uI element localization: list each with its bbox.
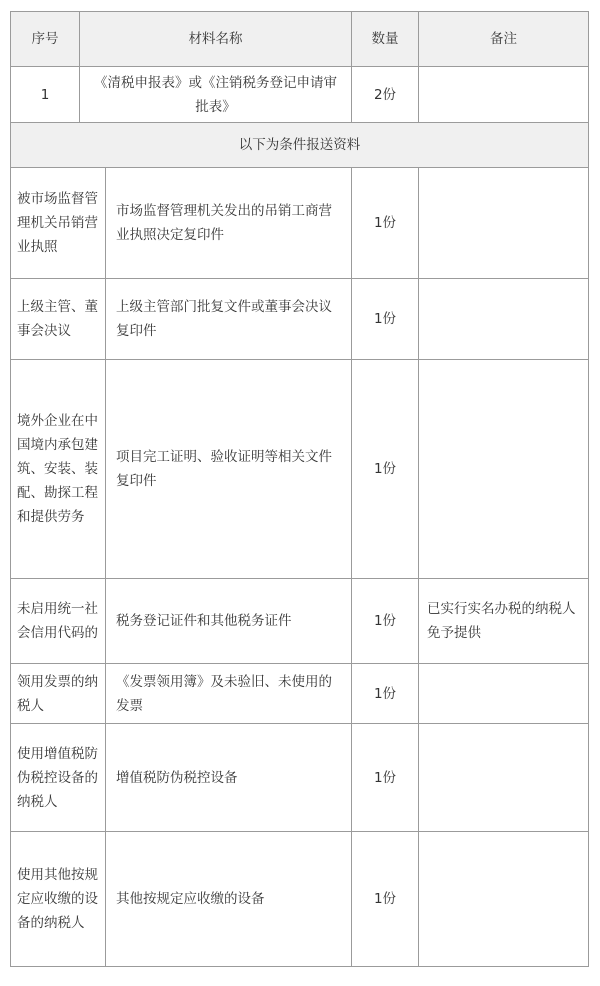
row-note-cell	[419, 67, 589, 123]
table-row	[11, 579, 589, 664]
table-row	[11, 279, 589, 360]
header-name: 材料名称	[80, 12, 352, 67]
row-note-cell	[419, 360, 589, 579]
row-condition-cell: 上级主管、董事会决议	[11, 279, 106, 360]
header-row	[11, 12, 589, 67]
table-row	[11, 360, 589, 579]
row-name-cell: 税务登记证件和其他税务证件	[106, 579, 352, 664]
row-condition-cell: 未启用统一社会信用代码的	[11, 579, 106, 664]
row-qty-cell: 1份	[352, 279, 419, 360]
row-name-cell: 项目完工证明、验收证明等相关文件复印件	[106, 360, 352, 579]
header-qty: 数量	[352, 12, 419, 67]
row-seq-cell: 1	[11, 67, 80, 123]
row-name-cell: 其他按规定应收缴的设备	[106, 832, 352, 967]
table-row	[11, 832, 589, 967]
row-condition-cell: 使用增值税防伪税控设备的纳税人	[11, 724, 106, 832]
row-qty-cell: 1份	[352, 360, 419, 579]
row-note-cell: 已实行实名办税的纳税人免予提供	[419, 579, 589, 664]
row-condition-cell: 领用发票的纳税人	[11, 664, 106, 724]
header-seq: 序号	[11, 12, 80, 67]
row-note-cell	[419, 168, 589, 279]
table-row	[11, 67, 589, 123]
row-note-cell	[419, 832, 589, 967]
table-row	[11, 168, 589, 279]
row-qty-cell: 1份	[352, 832, 419, 967]
row-note-cell	[419, 664, 589, 724]
row-qty-cell: 1份	[352, 724, 419, 832]
row-name-cell: 上级主管部门批复文件或董事会决议复印件	[106, 279, 352, 360]
row-name-cell: 《发票领用簿》及未验旧、未使用的发票	[106, 664, 352, 724]
row-name-cell: 增值税防伪税控设备	[106, 724, 352, 832]
row-note-cell	[419, 724, 589, 832]
row-condition-cell: 被市场监督管理机关吊销营业执照	[11, 168, 106, 279]
row-name-cell: 市场监督管理机关发出的吊销工商营业执照决定复印件	[106, 168, 352, 279]
row-note-cell	[419, 279, 589, 360]
row-qty-cell: 1份	[352, 664, 419, 724]
section-header-row	[11, 123, 589, 168]
row-qty-cell: 1份	[352, 579, 419, 664]
header-note: 备注	[419, 12, 589, 67]
row-condition-cell: 境外企业在中国境内承包建筑、安装、装配、勘探工程和提供劳务	[11, 360, 106, 579]
section-title: 以下为条件报送资料	[11, 123, 589, 168]
materials-table	[10, 11, 589, 967]
row-condition-cell: 使用其他按规定应收缴的设备的纳税人	[11, 832, 106, 967]
row-name-cell: 《清税申报表》或《注销税务登记申请审批表》	[80, 67, 352, 123]
table-row	[11, 724, 589, 832]
row-qty-cell: 2份	[352, 67, 419, 123]
table-row	[11, 664, 589, 724]
row-qty-cell: 1份	[352, 168, 419, 279]
